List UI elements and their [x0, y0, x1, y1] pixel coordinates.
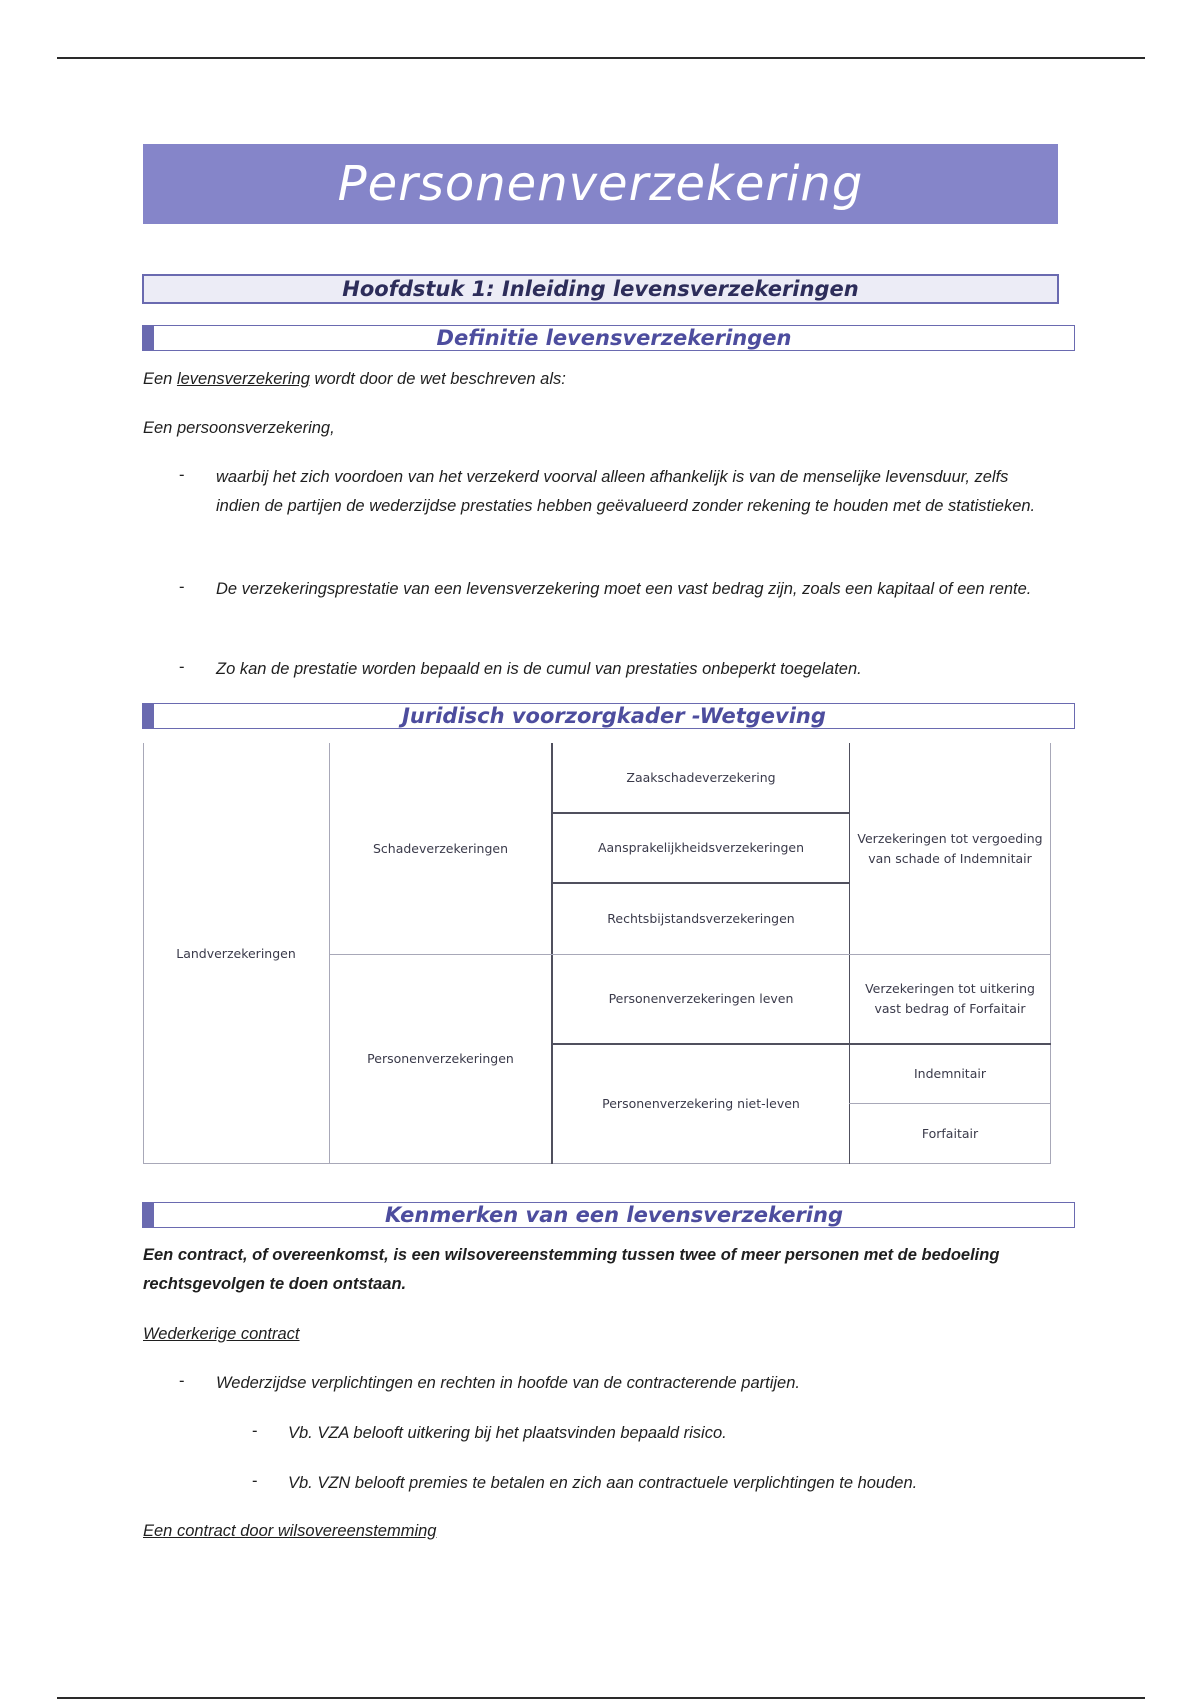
- list-item: De verzekeringsprestatie van een levensverzekering moet een vast bedrag zijn, zoals een kapitaal of een rente.: [216, 580, 1032, 598]
- definition-intro: [143, 365, 566, 394]
- bullet-marker: -: [179, 1372, 185, 1390]
- top-rule: [57, 57, 1145, 59]
- diagram-node: Verzekeringen tot uitkering vast bedrag of Forfaitair: [865, 981, 1035, 1016]
- bullet-marker: -: [179, 578, 185, 596]
- bullet-marker: -: [252, 1422, 258, 1440]
- list-item: Zo kan de prestatie worden bepaald en is de cumul van prestaties onbeperkt toegelaten.: [216, 660, 862, 678]
- diagram-node: Aansprakelijkheidsverzekeringen: [597, 840, 805, 855]
- diagram-node: Personenverzekeringen leven: [608, 991, 794, 1006]
- diagram-node: Personenverzekeringen: [367, 1051, 514, 1066]
- diagram-root: Landverzekeringen: [176, 945, 296, 961]
- page-title: Personenverzekering: [337, 156, 864, 212]
- intro-prefix: Een: [143, 370, 177, 388]
- diagram-node: Personenverzekering niet-leven: [602, 1096, 800, 1111]
- diagram-node: Indemnitair: [914, 1066, 986, 1081]
- diagram-node: Forfaitair: [921, 1126, 979, 1141]
- bottom-rule: [57, 1697, 1145, 1699]
- intro-suffix: wordt door de wet beschreven als:: [309, 370, 566, 388]
- section-title: Definitie levensverzekeringen: [436, 326, 792, 350]
- diagram-node: Schadeverzekeringen: [372, 840, 509, 856]
- list-item: Vb. VZA belooft uitkering bij het plaatsvinden bepaald risico.: [288, 1424, 727, 1442]
- contract-definition: Een contract, of overeenkomst, is een wilsovereenstemming tussen twee of meer personen met de bedoeling rechtsgevolgen te doen ontstaan.: [143, 1246, 1000, 1293]
- diagram-node: Verzekeringen tot vergoeding van schade of Indemnitair: [857, 830, 1043, 866]
- subheading-wederkerig: Wederkerige contract: [143, 1325, 300, 1343]
- subheading-wilsovereenstemming: Een contract door wilsovereenstemming: [143, 1522, 437, 1540]
- section-heading-kenmerken: [142, 1202, 1075, 1228]
- intro-term: levensverzekering: [176, 370, 310, 388]
- insurance-classification-diagram: [143, 743, 1051, 1164]
- bullet-marker: -: [179, 466, 185, 484]
- list-item: waarbij het zich voordoen van het verzekerd voorval alleen afhankelijk is van de menselijke levensduur, zelfs indien de partijen de wederzijdse prestaties hebben geëvalueerd zonder rekening te houden met de statistieken.: [216, 468, 1036, 515]
- chapter-title: Hoofdstuk 1: Inleiding levensverzekeringen: [342, 277, 859, 301]
- definition-lead: Een persoonsverzekering,: [143, 419, 335, 437]
- list-item: Vb. VZN belooft premies te betalen en zich aan contractuele verplichtingen te houden.: [288, 1474, 918, 1492]
- section-heading-definitie: [142, 325, 1075, 351]
- bullet-marker: -: [252, 1472, 258, 1490]
- section-title: Kenmerken van een levensverzekering: [385, 1203, 843, 1227]
- bullet-marker: -: [179, 658, 185, 676]
- section-heading-juridisch: [142, 703, 1075, 729]
- chapter-heading: [142, 274, 1059, 304]
- diagram-node: Rechtsbijstandsverzekeringen: [607, 910, 795, 926]
- list-item: Wederzijdse verplichtingen en rechten in hoofde van de contracterende partijen.: [216, 1374, 800, 1392]
- section-title: Juridisch voorzorgkader -Wetgeving: [402, 704, 826, 728]
- diagram-node: Zaakschadeverzekering: [626, 770, 776, 785]
- title-banner: [143, 144, 1058, 224]
